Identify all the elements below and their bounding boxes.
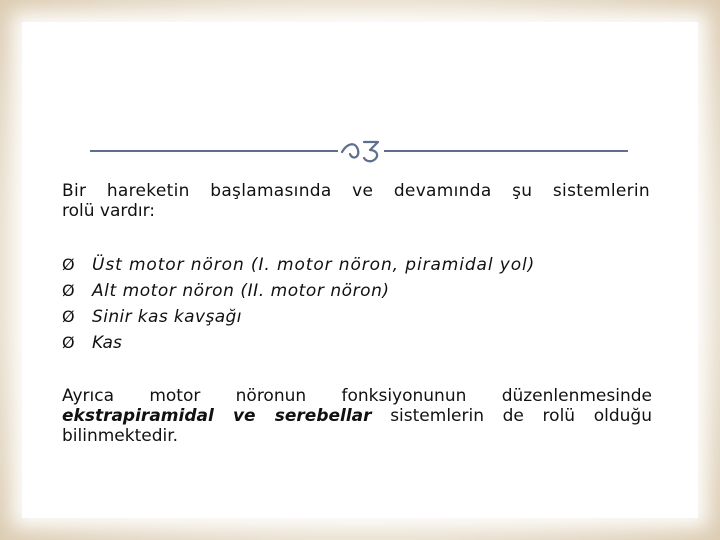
intro-line-2: rolü vardır: xyxy=(62,201,156,221)
title-divider-right xyxy=(384,150,628,152)
bullet-list xyxy=(62,255,662,359)
title-divider-left xyxy=(90,150,338,152)
list-item xyxy=(62,307,662,333)
arrowhead-bullet-icon: Ø xyxy=(62,333,75,352)
scroll-ornament-icon xyxy=(338,138,384,164)
arrowhead-bullet-icon: Ø xyxy=(62,255,75,274)
closing-emphasis: ekstrapiramidal ve serebellar xyxy=(62,406,372,426)
closing-line-2-rest: sistemlerin de rolü olduğu xyxy=(371,406,652,426)
arrowhead-bullet-icon: Ø xyxy=(62,281,75,300)
list-item xyxy=(62,333,662,359)
arrowhead-bullet-icon: Ø xyxy=(62,307,75,326)
bullet-text: Sinir kas kavşağı xyxy=(92,307,242,327)
intro-line-1: Bir hareketin başlamasında ve devamında şu sistemlerin xyxy=(62,181,650,201)
closing-paragraph xyxy=(62,386,652,446)
closing-line-2 xyxy=(62,406,652,426)
bullet-text: Kas xyxy=(92,333,122,353)
bullet-text: Alt motor nöron (II. motor nöron) xyxy=(92,281,390,301)
list-item xyxy=(62,281,662,307)
bullet-text: Üst motor nöron (I. motor nöron, piramidal yol) xyxy=(92,255,536,275)
closing-line-3: bilinmektedir. xyxy=(62,426,179,446)
list-item xyxy=(62,255,662,281)
intro-paragraph xyxy=(62,181,650,221)
closing-line-1: Ayrıca motor nöronun fonksiyonunun düzenlenmesinde xyxy=(62,386,652,406)
